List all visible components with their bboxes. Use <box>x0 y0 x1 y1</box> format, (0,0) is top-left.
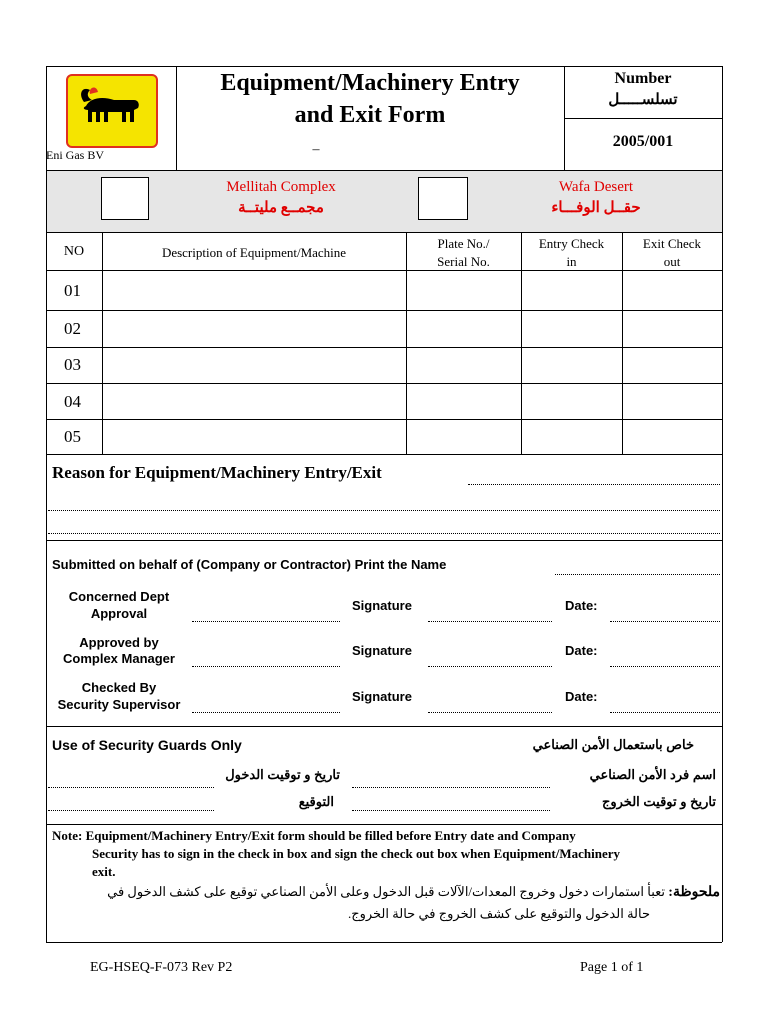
approval-role-line2: Approval <box>90 606 148 621</box>
note-arabic-label: ملحوظة: <box>668 885 720 900</box>
reason-line-3[interactable] <box>48 533 720 534</box>
date-line[interactable] <box>610 712 720 713</box>
description-cell[interactable] <box>103 311 405 346</box>
reason-line-2[interactable] <box>48 510 720 511</box>
mellitah-label: Mellitah Complex <box>226 179 336 195</box>
signature-label: Signature <box>352 689 412 704</box>
note-line2: Security has to sign in the check in box and sign the check out box when Equipment/Machinery <box>92 846 621 861</box>
date-label: Date: <box>565 598 598 613</box>
description-cell[interactable] <box>103 271 405 309</box>
number-label-arabic: تسلســـــل <box>608 92 678 108</box>
company-name-line[interactable] <box>555 574 720 575</box>
wafa-checkbox[interactable] <box>418 177 468 220</box>
column-header-entry-line1: Entry Check <box>538 236 605 251</box>
approval-name-line[interactable] <box>192 666 340 667</box>
column-header-exit-line1: Exit Check <box>642 236 702 251</box>
date-label: Date: <box>565 643 598 658</box>
note-arabic-text: تعبأ استمارات دخول وخروج المعدات/الآلات قبل الدخول وعلى الأمن الصناعي توقيع على كشف الدخول في <box>107 884 666 899</box>
security-title-arabic: خاص باستعمال الأمن الصناعي <box>532 737 694 752</box>
reason-line-1[interactable] <box>468 484 720 485</box>
description-cell[interactable] <box>103 420 405 453</box>
row-number: 01 <box>64 281 81 300</box>
column-header-no: NO <box>63 244 85 259</box>
form-subtitle: – <box>312 142 320 157</box>
company-logo <box>66 74 158 148</box>
column-header-entry-line2: in <box>566 254 577 269</box>
signature-line[interactable] <box>48 810 214 811</box>
row-number: 05 <box>64 427 81 446</box>
description-cell[interactable] <box>103 384 405 418</box>
note-arabic-line1 <box>50 884 720 901</box>
signature-line[interactable] <box>428 621 552 622</box>
date-line[interactable] <box>610 621 720 622</box>
approval-name-line[interactable] <box>192 712 340 713</box>
security-title: Use of Security Guards Only <box>52 737 242 753</box>
guard-name-label-arabic: اسم فرد الأمن الصناعي <box>589 767 716 782</box>
date-line[interactable] <box>610 666 720 667</box>
six-legged-dog-icon <box>68 76 156 146</box>
column-header-description: Description of Equipment/Machine <box>161 245 347 260</box>
signature-line[interactable] <box>428 712 552 713</box>
approval-role-line2: Security Supervisor <box>57 697 181 712</box>
entry-datetime-line[interactable] <box>48 787 214 788</box>
submitted-label: Submitted on behalf of (Company or Contractor) Print the Name <box>52 557 447 572</box>
row-number: 03 <box>64 355 81 374</box>
row-number: 04 <box>64 392 81 411</box>
column-header-plate-line1: Plate No./ <box>437 236 490 251</box>
wafa-label: Wafa Desert <box>558 179 634 195</box>
form-title-line2: and Exit Form <box>294 102 446 128</box>
mellitah-checkbox[interactable] <box>101 177 149 220</box>
date-label: Date: <box>565 689 598 704</box>
wafa-label-arabic: حقــل الوفـــاء <box>551 200 641 216</box>
page-number: Page 1 of 1 <box>580 960 644 975</box>
signature-line[interactable] <box>428 666 552 667</box>
document-code: EG-HSEQ-F-073 Rev P2 <box>90 960 233 975</box>
mellitah-label-arabic: مجمــع مليتــة <box>238 200 324 216</box>
number-label: Number <box>614 70 672 87</box>
approval-role-line1: Concerned Dept <box>68 589 170 604</box>
note-line1: Note: Equipment/Machinery Entry/Exit form should be filled before Entry date and Company <box>52 828 576 843</box>
form-title-line1: Equipment/Machinery Entry <box>220 70 520 96</box>
row-number: 02 <box>64 319 81 338</box>
note-arabic-line2: حالة الدخول والتوقيع على كشف الخروج في حالة الخروج. <box>347 906 650 921</box>
exit-datetime-line[interactable] <box>352 810 550 811</box>
company-name: Eni Gas BV <box>46 148 104 162</box>
guard-name-line[interactable] <box>352 787 550 788</box>
approval-name-line[interactable] <box>192 621 340 622</box>
column-header-plate-line2: Serial No. <box>437 254 490 269</box>
column-header-exit-line2: out <box>663 254 681 269</box>
approval-role-line1: Approved by <box>79 635 159 650</box>
exit-datetime-label-arabic: تاريخ و توقيت الخروج <box>601 794 716 809</box>
entry-datetime-label-arabic: تاريخ و توقيت الدخول <box>225 767 340 782</box>
approval-role-line1: Checked By <box>81 680 157 695</box>
description-cell[interactable] <box>103 348 405 382</box>
note-line3: exit. <box>92 864 116 879</box>
signature-label-arabic: التوقيع <box>298 794 334 809</box>
approval-role-line2: Complex Manager <box>63 651 175 666</box>
signature-label: Signature <box>352 643 412 658</box>
reason-label: Reason for Equipment/Machinery Entry/Exit <box>52 463 382 482</box>
form-number[interactable]: 2005/001 <box>612 133 674 150</box>
signature-label: Signature <box>352 598 412 613</box>
